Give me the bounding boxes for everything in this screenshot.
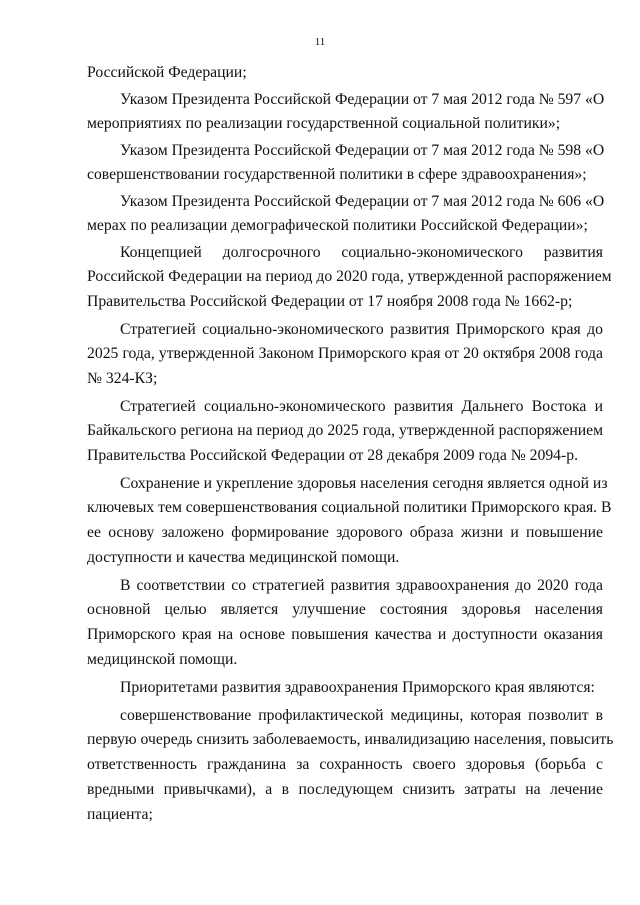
text-line: Байкальского региона на период до 2025 года, утвержденной распоряжением xyxy=(87,422,603,439)
text-line: Концепцией долгосрочного социально-экономического развития xyxy=(120,244,603,261)
text-line: пациента; xyxy=(87,806,153,823)
text-line: Указом Президента Российской Федерации от 7 мая 2012 года № 597 «О xyxy=(120,91,605,108)
text-line: вредными привычками), а в последующем снизить затраты на лечение xyxy=(87,781,603,798)
text-line: мерах по реализации демографической политики Российской Федерации»; xyxy=(87,217,588,234)
text-line: Приморского края на основе повышения качества и доступности оказания xyxy=(87,626,603,643)
text-line: медицинской помощи. xyxy=(87,651,238,668)
text-line: Приоритетами развития здравоохранения Приморского края являются: xyxy=(120,679,595,696)
text-line: ее основу заложено формирование здорового образа жизни и повышение xyxy=(87,524,603,541)
text-line: В соответствии со стратегией развития здравоохранения до 2020 года xyxy=(120,577,603,594)
text-line: Указом Президента Российской Федерации от 7 мая 2012 года № 606 «О xyxy=(120,193,605,210)
text-line: № 324-КЗ; xyxy=(87,370,158,387)
text-line: Российской Федерации; xyxy=(87,64,247,81)
text-line: основной целью является улучшение состояния здоровья населения xyxy=(87,601,603,618)
text-line: Правительства Российской Федерации от 17 ноября 2008 года № 1662-р; xyxy=(87,293,573,310)
text-line: Правительства Российской Федерации от 28 декабря 2009 года № 2094-р. xyxy=(87,447,579,464)
text-line: Стратегией социально-экономического развития Приморского края до xyxy=(120,321,603,338)
text-line: Российской Федерации на период до 2020 года, утвержденной распоряжением xyxy=(87,268,612,285)
text-line: ключевых тем совершенствования социальной политики Приморского края. В xyxy=(87,499,612,516)
page-number: 11 xyxy=(314,36,326,48)
text-line: Стратегией социально-экономического развития Дальнего Востока и xyxy=(120,398,603,415)
text-line: первую очередь снизить заболеваемость, инвалидизацию населения, повысить xyxy=(87,731,614,748)
text-line: Указом Президента Российской Федерации от 7 мая 2012 года № 598 «О xyxy=(120,142,605,159)
text-line: совершенствование профилактической медицины, которая позволит в xyxy=(120,707,603,724)
text-line: совершенствовании государственной политики в сфере здравоохранения»; xyxy=(87,166,587,183)
text-line: мероприятиях по реализации государственной социальной политики»; xyxy=(87,115,561,132)
text-line: 2025 года, утвержденной Законом Приморского края от 20 октября 2008 года xyxy=(87,345,603,362)
text-line: Сохранение и укрепление здоровья населения сегодня является одной из xyxy=(120,475,608,492)
text-line: доступности и качества медицинской помощи. xyxy=(87,549,400,566)
text-line: ответственность гражданина за сохранность своего здоровья (борьба с xyxy=(87,756,603,773)
